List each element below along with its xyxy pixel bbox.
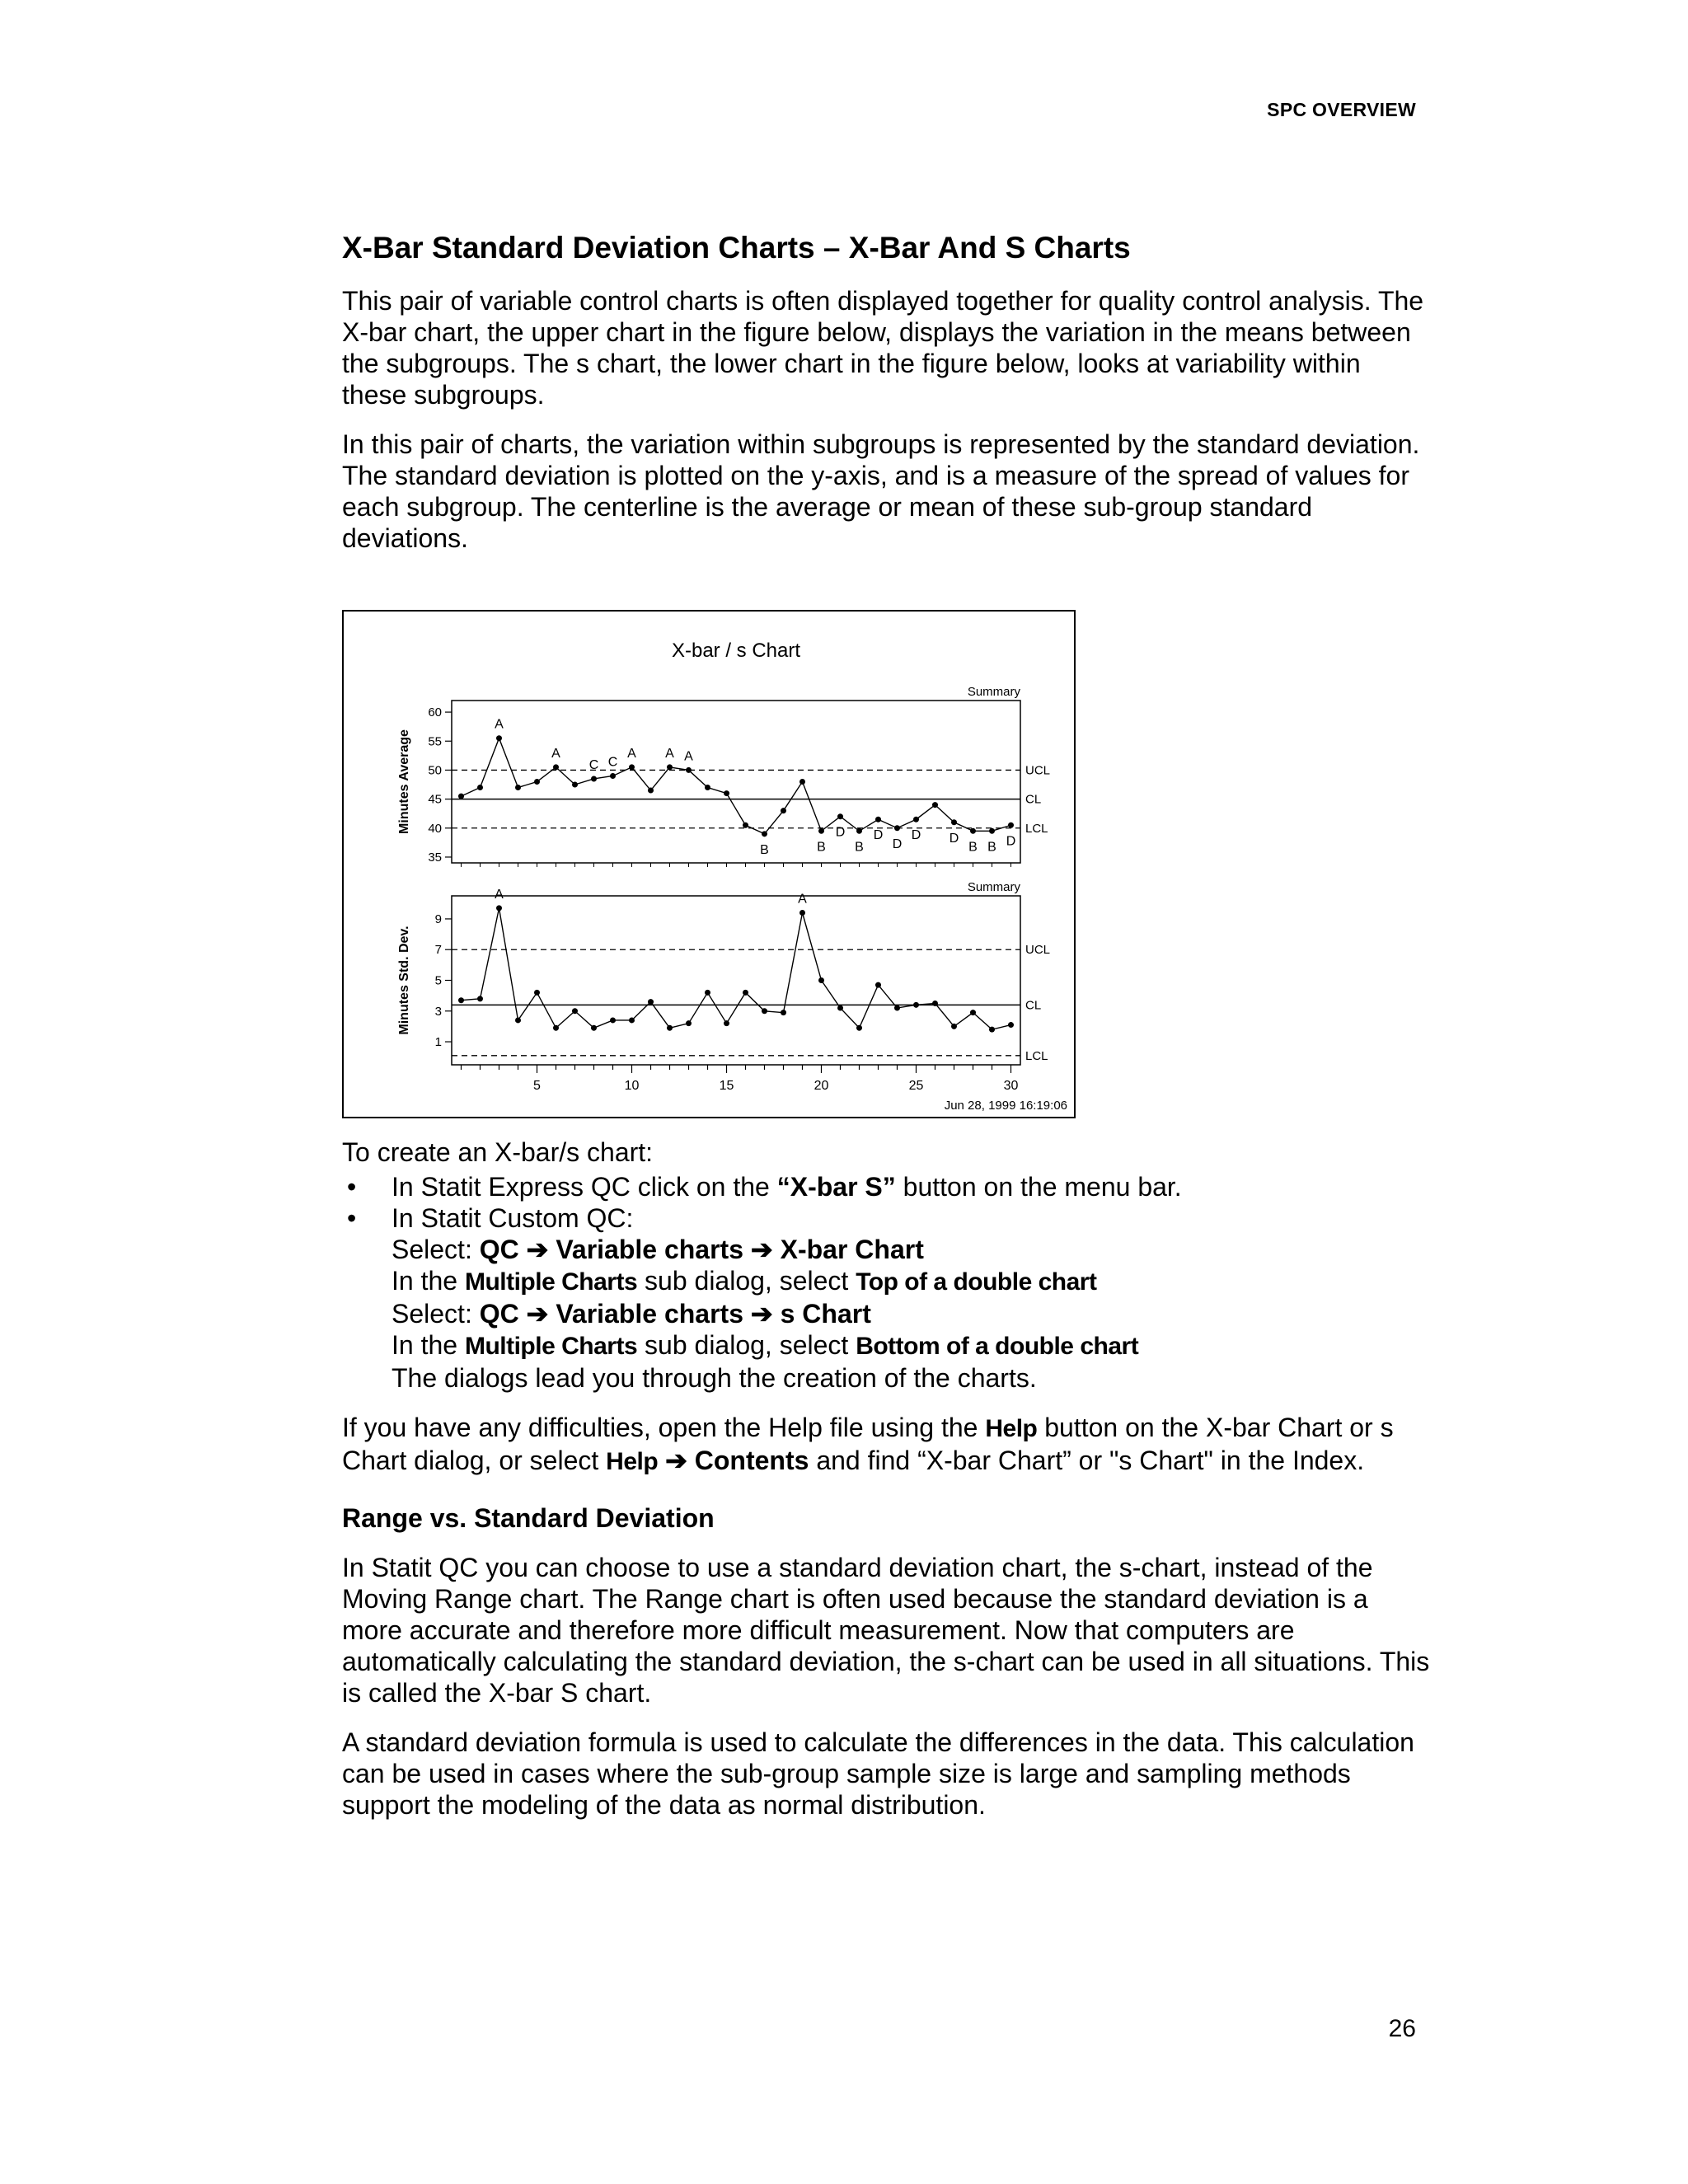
step-express-qc	[342, 1171, 1430, 1202]
xbar-data-point	[458, 794, 464, 799]
xbar-ylabel: Minutes Average	[397, 729, 411, 835]
step-text: button on the menu bar.	[895, 1172, 1182, 1202]
s-data-point	[743, 990, 748, 996]
s-data-point	[515, 1018, 521, 1024]
page-content	[342, 223, 1430, 1839]
select-s-path	[392, 1298, 1430, 1329]
xbar-data-point	[477, 785, 483, 790]
top-of-double-chart-label: Top of a double chart	[856, 1268, 1097, 1296]
bullet-glyph: •	[347, 1203, 357, 1234]
xbar-rule-annotation: D	[949, 832, 959, 846]
help-text: button on the X-bar Chart or s Chart dialog, or select	[342, 1413, 1394, 1476]
contents-menu-label: Contents	[694, 1446, 809, 1476]
step-text: In the	[392, 1266, 465, 1296]
step-text: sub dialog, select	[637, 1266, 856, 1296]
xbar-rule-annotation: D	[892, 837, 903, 852]
s-data-point	[648, 999, 654, 1005]
s-data-point	[610, 1018, 616, 1024]
xbar-data-point	[970, 828, 976, 834]
multiple-charts-label: Multiple Charts	[464, 1333, 638, 1361]
xbar-data-point	[856, 828, 862, 834]
step-text: In Statit Express QC click on the	[392, 1172, 777, 1202]
s-lcl-line-label: LCL	[1025, 1049, 1048, 1064]
step-text: In the	[392, 1330, 465, 1361]
s-ytick-label: 9	[434, 912, 442, 927]
s-data-point	[667, 1025, 673, 1031]
x-tick-label: 15	[719, 1079, 734, 1094]
s-data-point	[496, 906, 502, 912]
xbar-data-point	[818, 828, 824, 834]
xbar-panel	[397, 685, 1050, 867]
arrow-glyph: ➔	[518, 1235, 556, 1265]
help-text: and find “X-bar Chart” or "s Chart" in the Index.	[809, 1446, 1365, 1476]
xbar-rule-annotation: A	[627, 747, 636, 762]
s-data-point	[837, 1005, 843, 1011]
subheading-range-vs-std: Range vs. Standard Deviation	[342, 1503, 715, 1534]
xbar-rule-annotation: D	[911, 828, 921, 843]
help-menu-label: Help	[606, 1448, 659, 1476]
xbar-data-point	[629, 765, 635, 771]
xbar-rule-annotation: A	[684, 749, 693, 764]
xbar-ytick-label: 35	[428, 851, 442, 865]
xbar-rule-annotation: A	[551, 747, 560, 762]
s-ytick-label: 3	[434, 1005, 442, 1019]
help-paragraph	[342, 1412, 1430, 1478]
arrow-glyph: ➔	[743, 1235, 781, 1265]
x-tick-label: 5	[533, 1079, 541, 1094]
xbar-data-point	[610, 773, 616, 779]
xbar-s-chart	[344, 612, 1074, 1117]
custom-qc-label: In Statit Custom QC:	[392, 1203, 634, 1234]
s-data-point	[951, 1024, 957, 1029]
xbar-data-point	[837, 813, 843, 819]
s-data-point	[591, 1025, 597, 1031]
xbar-data-point	[762, 832, 767, 837]
xbar-lcl-line-label: LCL	[1025, 822, 1048, 837]
chart-title: X-bar / s Chart	[671, 640, 801, 663]
xbar-data-point	[1008, 823, 1014, 828]
xbar-rule-annotation: B	[987, 840, 996, 855]
xbar-rule-annotation: D	[873, 828, 884, 843]
s-ytick-label: 7	[434, 943, 442, 958]
xbar-data-point	[686, 767, 692, 773]
s-data-point	[724, 1020, 729, 1026]
xbar-data-point	[989, 828, 995, 834]
xbar-data-point	[875, 817, 881, 823]
xbar-ytick-label: 40	[428, 822, 442, 837]
bullet-glyph: •	[347, 1172, 357, 1202]
multiple-charts-top	[392, 1265, 1430, 1298]
s-data-point	[894, 1005, 900, 1011]
s-ylabel: Minutes Std. Dev.	[397, 926, 411, 1035]
xbar-rule-annotation: B	[760, 843, 769, 858]
xbar-data-point	[553, 765, 559, 771]
s-data-point	[856, 1025, 862, 1031]
s-summary-label: Summary	[967, 880, 1020, 895]
s-data-point	[477, 996, 483, 1002]
xbar-data-point	[515, 785, 521, 790]
step-custom-qc	[342, 1202, 1430, 1394]
xbar-rule-annotation: A	[665, 747, 674, 762]
s-ucl-line-label: UCL	[1025, 943, 1051, 958]
select-xbar-path	[392, 1234, 1430, 1265]
xbar-ucl-line-label: UCL	[1025, 763, 1051, 778]
chart-timestamp: Jun 28, 1999 16:19:06	[944, 1099, 1067, 1113]
s-rule-annotation: A	[495, 888, 504, 902]
xbar-ytick-label: 45	[428, 792, 442, 807]
s-data-point	[875, 982, 881, 988]
s-data-point	[913, 1002, 919, 1008]
s-frame	[452, 896, 1020, 1065]
xbar-data-point	[913, 817, 919, 823]
xbar-rule-annotation: B	[968, 840, 978, 855]
menu-variable-charts: Variable charts	[556, 1235, 743, 1265]
arrow-glyph: ➔	[658, 1446, 695, 1476]
page-number: 26	[1388, 2015, 1416, 2042]
xbar-series-line	[462, 738, 1011, 834]
intro-paragraph-2: In this pair of charts, the variation within subgroups is represented by the standard deviation. The standard deviation is plotted on the y-axis, and is a measure of the spread of values for each subgroup. The centerline is the average or mean of these sub-group standard deviations.	[342, 429, 1420, 554]
help-button-label: Help	[985, 1415, 1038, 1443]
xbar-data-point	[799, 779, 805, 785]
xbar-cl-line-label: CL	[1025, 792, 1042, 807]
xbar-data-point	[705, 785, 710, 790]
s-ytick-label: 1	[434, 1035, 442, 1050]
dialogs-note: The dialogs lead you through the creation of the charts.	[392, 1363, 1037, 1394]
range-paragraph-1: In Statit QC you can choose to use a standard deviation chart, the s-chart, instead of the Moving Range chart. The Range chart is often used because the standard deviation is a more accurate and therefore more difficult measurement. Now that computers are automatically calculating the standard deviation, the s-chart can be used in all situations. This is called the X-bar S chart.	[342, 1553, 1430, 1708]
menu-qc: QC	[479, 1299, 519, 1329]
xbar-s-chart-figure	[342, 610, 1076, 1118]
multiple-charts-label: Multiple Charts	[464, 1268, 638, 1296]
steps-list	[342, 1171, 1430, 1394]
s-data-point	[572, 1009, 578, 1015]
xbar-data-point	[932, 802, 938, 808]
help-text: If you have any difficulties, open the Help file using the	[342, 1413, 986, 1443]
s-cl-line-label: CL	[1025, 998, 1042, 1013]
menu-xbar-chart: X-bar Chart	[780, 1235, 924, 1265]
s-data-point	[799, 910, 805, 916]
xbar-data-point	[496, 735, 502, 741]
xbar-rule-annotation: D	[1006, 834, 1016, 849]
s-data-point	[989, 1027, 995, 1033]
s-data-point	[762, 1009, 767, 1015]
xbar-rule-annotation: C	[607, 755, 618, 770]
s-data-point	[534, 990, 540, 996]
xbar-data-point	[743, 823, 748, 828]
xbar-data-point	[572, 782, 578, 788]
menu-variable-charts: Variable charts	[556, 1299, 743, 1329]
step-text: sub dialog, select	[637, 1330, 856, 1361]
s-data-point	[705, 990, 710, 996]
multiple-charts-bottom	[392, 1329, 1430, 1362]
arrow-glyph: ➔	[518, 1299, 556, 1329]
xbar-rule-annotation: D	[835, 825, 846, 840]
section-title: X-Bar Standard Deviation Charts – X-Bar And S Charts	[342, 231, 1131, 265]
xbar-rule-annotation: A	[495, 717, 504, 732]
x-tick-label: 30	[1003, 1079, 1019, 1094]
s-data-point	[781, 1010, 786, 1015]
xbar-data-point	[894, 826, 900, 832]
select-prefix: Select:	[392, 1235, 480, 1265]
xbar-data-point	[951, 820, 957, 826]
s-rule-annotation: A	[798, 892, 807, 907]
xbar-data-point	[648, 788, 654, 794]
xbar-summary-label: Summary	[967, 685, 1020, 700]
xbar-ytick-label: 60	[428, 705, 442, 720]
x-tick-label: 25	[908, 1079, 924, 1094]
xbar-data-point	[534, 779, 540, 785]
s-data-point	[970, 1010, 976, 1015]
xbar-data-point	[724, 790, 729, 796]
s-ytick-label: 5	[434, 973, 442, 988]
x-tick-label: 20	[814, 1079, 829, 1094]
s-data-point	[1008, 1022, 1014, 1028]
xbar-data-point	[781, 808, 786, 813]
steps-intro: To create an X-bar/s chart:	[342, 1137, 654, 1168]
xbar-rule-annotation: C	[588, 758, 599, 773]
s-data-point	[686, 1020, 692, 1026]
menu-s-chart: s Chart	[780, 1299, 871, 1329]
s-data-point	[629, 1018, 635, 1024]
x-tick-label: 10	[624, 1079, 640, 1094]
xbar-data-point	[667, 765, 673, 771]
s-data-point	[553, 1025, 559, 1031]
xbar-data-point	[591, 776, 597, 782]
xbar-rule-annotation: B	[817, 840, 826, 855]
intro-paragraph-1: This pair of variable control charts is often displayed together for quality control analysis. The X-bar chart, the upper chart in the figure below, displays the variation in the means between the subgroups. The s chart, the lower chart in the figure below, looks at variability within these subgroups.	[342, 286, 1424, 410]
s-data-point	[458, 997, 464, 1003]
xbar-rule-annotation: B	[855, 840, 864, 855]
menu-qc: QC	[479, 1235, 519, 1265]
select-prefix: Select:	[392, 1299, 480, 1329]
s-panel	[397, 880, 1050, 1073]
arrow-glyph: ➔	[743, 1299, 781, 1329]
xbar-ytick-label: 50	[428, 763, 442, 778]
s-data-point	[818, 977, 824, 983]
running-header: SPC OVERVIEW	[1267, 99, 1416, 120]
range-paragraph-2: A standard deviation formula is used to calculate the differences in the data. This calculation can be used in cases where the sub-group sample size is large and sampling methods support the modeling of the data as normal distribution.	[342, 1727, 1414, 1821]
xbar-ytick-label: 55	[428, 734, 442, 749]
bottom-of-double-chart-label: Bottom of a double chart	[856, 1333, 1139, 1361]
xbar-s-button-name: “X-bar S”	[776, 1172, 896, 1202]
s-data-point	[932, 1001, 938, 1006]
s-series-line	[462, 908, 1011, 1029]
x-axis	[533, 1079, 1018, 1093]
